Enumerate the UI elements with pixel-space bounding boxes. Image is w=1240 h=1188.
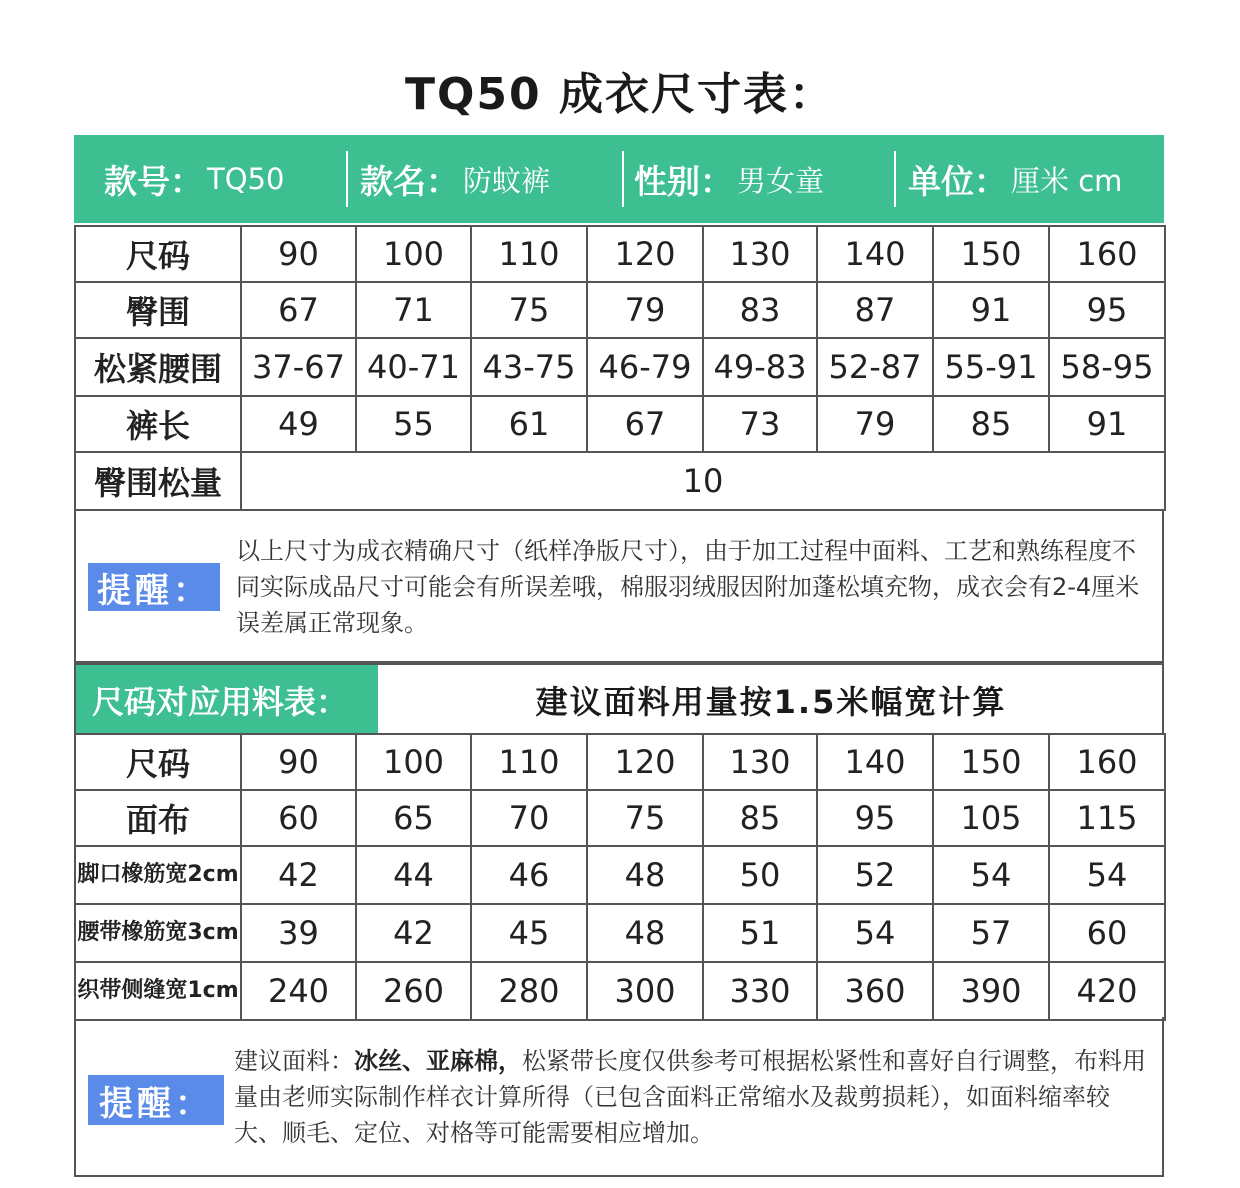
table-cell: 115 <box>1049 790 1165 846</box>
table-cell: 45 <box>471 904 587 962</box>
table-cell: 100 <box>356 226 471 282</box>
note-text-rest: 松紧带长度仅供参考可根据松紧性和喜好自行调整，布料用量由老师实际制作样衣计算所得（已包含面料正常缩水及裁剪损耗），如面料缩率较大、顺毛、定位、对格等可能需要相应增加。 <box>234 1047 1146 1147</box>
table-cell: 75 <box>587 790 703 846</box>
material-header <box>74 663 1164 733</box>
table-cell: 160 <box>1049 226 1165 282</box>
table-cell: 83 <box>703 282 817 338</box>
table-cell: 37-67 <box>241 338 356 396</box>
table-cell: 85 <box>933 396 1049 452</box>
gender-value: 男女童 <box>737 163 825 198</box>
style-name-value: 防蚊裤 <box>463 163 551 198</box>
table-cell: 120 <box>587 226 703 282</box>
table-row <box>75 396 1165 452</box>
table-cell: 110 <box>471 226 587 282</box>
table-cell: 90 <box>241 226 356 282</box>
note-badge: 提醒： <box>88 563 220 611</box>
table-cell: 260 <box>356 962 471 1020</box>
row-label: 织带侧缝宽1cm <box>75 962 241 1020</box>
table-cell: 360 <box>817 962 933 1020</box>
table-cell: 57 <box>933 904 1049 962</box>
table-cell: 55 <box>356 396 471 452</box>
table-row <box>75 282 1165 338</box>
row-label: 尺码 <box>75 734 241 790</box>
table-cell: 73 <box>703 396 817 452</box>
gender <box>634 135 824 223</box>
note-text: 以上尺寸为成衣精确尺寸（纸样净版尺寸），由于加工过程中面料、工艺和熟练程度不同实际成品尺寸可能会有所误差哦，棉服羽绒服因附加蓬松填充物，成衣会有2-4厘米误差属正常现象。 <box>236 537 1140 637</box>
row-label: 裤长 <box>75 396 241 452</box>
note-badge: 提醒： <box>88 1075 224 1125</box>
note-box <box>74 511 1164 663</box>
table-cell: 40-71 <box>356 338 471 396</box>
table-row <box>75 734 1165 790</box>
table-cell: 61 <box>471 396 587 452</box>
note-text <box>234 1043 1148 1151</box>
table-row <box>75 452 1165 510</box>
row-label: 臀围 <box>75 282 241 338</box>
table-cell: 420 <box>1049 962 1165 1020</box>
table-cell: 150 <box>933 734 1049 790</box>
table-cell: 140 <box>817 734 933 790</box>
table-cell: 42 <box>241 846 356 904</box>
table-cell: 44 <box>356 846 471 904</box>
table-cell: 71 <box>356 282 471 338</box>
table-cell: 54 <box>933 846 1049 904</box>
table-cell: 91 <box>933 282 1049 338</box>
note-text-bold: 冰丝、亚麻棉， <box>354 1047 522 1075</box>
size-chart <box>74 135 1164 1177</box>
table-cell: 51 <box>703 904 817 962</box>
style-name <box>360 135 550 223</box>
table-cell: 280 <box>471 962 587 1020</box>
table-cell: 48 <box>587 846 703 904</box>
row-label: 松紧腰围 <box>75 338 241 396</box>
row-label: 尺码 <box>75 226 241 282</box>
table-cell: 130 <box>703 226 817 282</box>
table-cell: 91 <box>1049 396 1165 452</box>
unit-value: 厘米 cm <box>1011 163 1123 198</box>
table-row <box>75 338 1165 396</box>
table-cell: 90 <box>241 734 356 790</box>
table-cell: 60 <box>241 790 356 846</box>
table-cell: 330 <box>703 962 817 1020</box>
table-row <box>75 846 1165 904</box>
table-cell: 110 <box>471 734 587 790</box>
material-tag: 尺码对应用料表： <box>76 665 378 735</box>
table-cell: 55-91 <box>933 338 1049 396</box>
table-cell: 49-83 <box>703 338 817 396</box>
style-number-value: TQ50 <box>207 162 285 196</box>
table-cell: 240 <box>241 962 356 1020</box>
table-cell: 140 <box>817 226 933 282</box>
table-cell: 67 <box>241 282 356 338</box>
divider <box>622 151 624 207</box>
table-cell: 300 <box>587 962 703 1020</box>
table-cell: 120 <box>587 734 703 790</box>
table-cell: 50 <box>703 846 817 904</box>
table-cell: 75 <box>471 282 587 338</box>
row-label: 面布 <box>75 790 241 846</box>
table-cell: 79 <box>817 396 933 452</box>
table-cell: 87 <box>817 282 933 338</box>
table-cell: 65 <box>356 790 471 846</box>
table-cell: 85 <box>703 790 817 846</box>
table-cell: 46 <box>471 846 587 904</box>
table-cell: 60 <box>1049 904 1165 962</box>
row-label: 臀围松量 <box>75 452 241 510</box>
material-subtitle: 建议面料用量按1.5米幅宽计算 <box>535 683 1007 721</box>
table-cell: 105 <box>933 790 1049 846</box>
style-name-label: 款名： <box>360 161 459 201</box>
unit-label: 单位： <box>908 161 1007 201</box>
gender-label: 性别： <box>634 161 733 201</box>
table-row <box>75 962 1165 1020</box>
note-box <box>74 1017 1164 1177</box>
table-row <box>75 790 1165 846</box>
row-label: 腰带橡筋宽3cm <box>75 904 241 962</box>
table-cell: 52-87 <box>817 338 933 396</box>
note-text-prefix: 建议面料： <box>234 1047 354 1075</box>
table-cell: 79 <box>587 282 703 338</box>
table-cell: 46-79 <box>587 338 703 396</box>
table-row <box>75 226 1165 282</box>
table-cell: 54 <box>1049 846 1165 904</box>
info-bar <box>74 135 1164 223</box>
table-cell: 67 <box>587 396 703 452</box>
table-cell: 58-95 <box>1049 338 1165 396</box>
table-cell: 49 <box>241 396 356 452</box>
table-cell: 54 <box>817 904 933 962</box>
table-row <box>75 904 1165 962</box>
table-cell: 52 <box>817 846 933 904</box>
divider <box>346 151 348 207</box>
table-cell: 150 <box>933 226 1049 282</box>
divider <box>894 151 896 207</box>
table-cell: 42 <box>356 904 471 962</box>
table-cell: 95 <box>817 790 933 846</box>
table-cell: 95 <box>1049 282 1165 338</box>
style-number <box>104 135 284 223</box>
size-table <box>74 225 1166 511</box>
table-cell: 130 <box>703 734 817 790</box>
table-cell: 70 <box>471 790 587 846</box>
table-cell: 160 <box>1049 734 1165 790</box>
table-cell: 43-75 <box>471 338 587 396</box>
style-number-label: 款号： <box>104 161 203 201</box>
unit <box>908 135 1122 223</box>
table-cell: 39 <box>241 904 356 962</box>
table-cell: 48 <box>587 904 703 962</box>
table-cell: 10 <box>241 452 1165 510</box>
page-title: TQ50 成衣尺寸表： <box>405 69 835 120</box>
table-cell: 100 <box>356 734 471 790</box>
table-cell: 390 <box>933 962 1049 1020</box>
material-table <box>74 733 1166 1021</box>
row-label: 脚口橡筋宽2cm <box>75 846 241 904</box>
